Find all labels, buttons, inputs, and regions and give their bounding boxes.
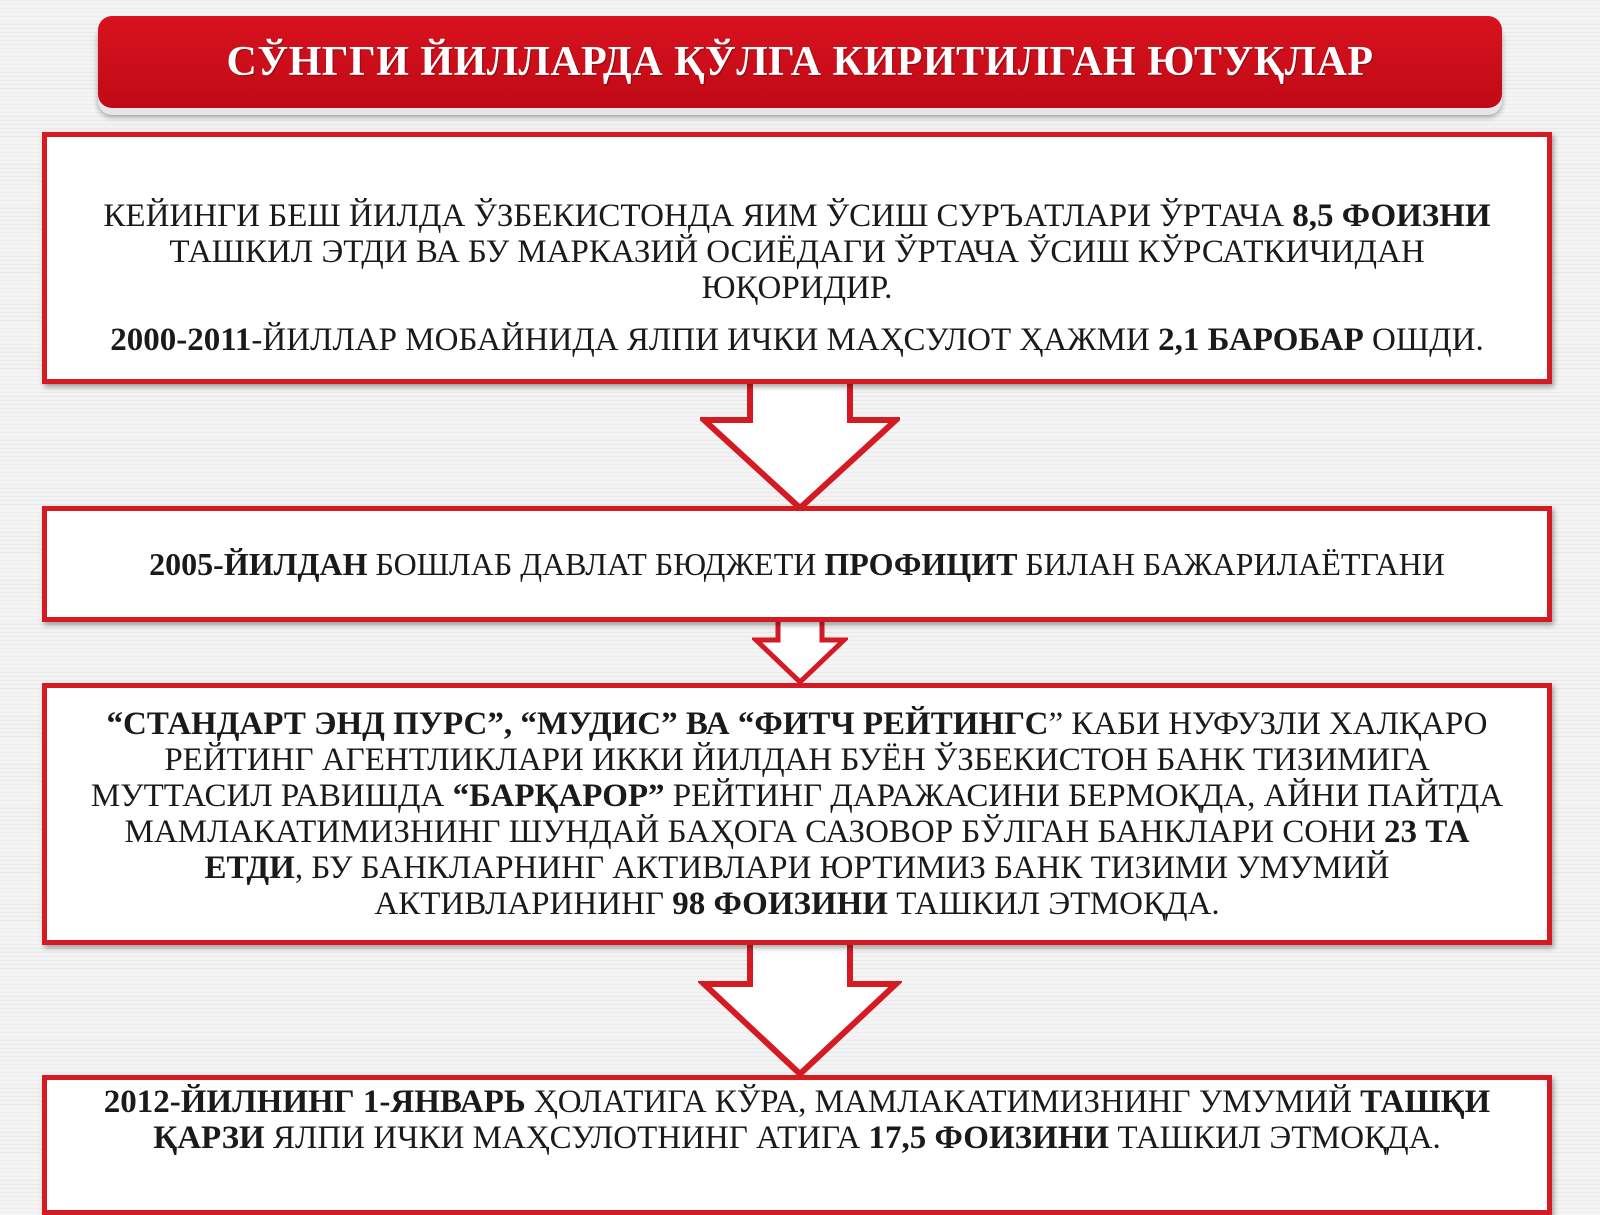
text-segment: РЕЙТИНГ ДАРАЖАСИНИ БЕРМОҚДА, АЙНИ ПАЙТДА МАМЛАКАТИМИЗНИНГ ШУНДАЙ БАҲОГА САЗОВОР БЎЛГАН БАНКЛАРИ СОНИ xyxy=(124,778,1504,850)
highlight-value: 2012-ЙИЛНИНГ 1-ЯНВАРЬ xyxy=(103,1084,526,1120)
gdp-growth-text xyxy=(87,198,1507,306)
highlight-value: 2005-ЙИЛДАН xyxy=(149,546,368,582)
highlight-value: 17,5 ФОИЗИНИ xyxy=(868,1120,1110,1156)
highlight-value: 23 ТА ЕТДИ xyxy=(204,814,1470,886)
text-segment: БИЛАН БАЖАРИЛАЁТГАНИ xyxy=(1017,546,1445,582)
highlight-value: ПРОФИЦИТ xyxy=(824,546,1018,582)
text-segment: ТАШКИЛ ЭТДИ ВА БУ МАРКАЗИЙ ОСИЁДАГИ ЎРТАЧА ЎСИШ КЎРСАТКИЧИДАН ЮҚОРИДИР. xyxy=(169,234,1425,306)
page-title-text: СЎНГГИ ЙИЛЛАРДА ҚЎЛГА КИРИТИЛГАН ЮТУҚЛАР xyxy=(226,39,1374,85)
text-segment: КЕЙИНГИ БЕШ ЙИЛДА ЎЗБЕКИСТОНДА ЯИМ ЎСИШ СУРЪАТЛАРИ ЎРТАЧА xyxy=(103,198,1293,234)
text-segment: БОШЛАБ ДАВЛАТ БЮДЖЕТИ xyxy=(367,546,825,582)
achievement-box-ratings xyxy=(42,683,1552,945)
achievement-box-budget xyxy=(42,506,1552,622)
text-segment: ҲОЛАТИГА КЎРА, МАМЛАКАТИМИЗНИНГ УМУМИЙ xyxy=(525,1084,1361,1120)
text-segment: , БУ БАНКЛАРНИНГ АКТИВЛАРИ ЮРТИМИЗ БАНК ТИЗИМИ УМУМИЙ АКТИВЛАРИНИНГ xyxy=(294,850,1390,922)
bank-ratings-text xyxy=(77,706,1517,922)
achievement-box-debt xyxy=(42,1075,1552,1215)
external-debt-text xyxy=(87,1084,1507,1156)
highlight-value: 2,1 БАРОБАР xyxy=(1158,322,1364,358)
highlight-value: 8,5 ФОИЗНИ xyxy=(1292,198,1491,234)
highlight-value: “СТАНДАРТ ЭНД ПУРС”, “МУДИС” ВА “ФИТЧ РЕЙТИНГС xyxy=(106,706,1049,742)
highlight-value: 2000-2011 xyxy=(110,322,252,358)
text-segment: ЯЛПИ ИЧКИ МАҲСУЛОТНИНГ АТИГА xyxy=(264,1120,869,1156)
text-segment: -ЙИЛЛАР МОБАЙНИДА ЯЛПИ ИЧКИ МАҲСУЛОТ ҲАЖМИ xyxy=(251,322,1159,358)
page-title xyxy=(98,16,1502,108)
arrow-down-2 xyxy=(752,618,848,688)
arrow-down-3 xyxy=(698,940,902,1080)
gdp-volume-text xyxy=(110,322,1484,358)
text-segment: ТАШКИЛ ЭТМОҚДА. xyxy=(1109,1120,1441,1156)
budget-surplus-text xyxy=(149,546,1445,582)
highlight-value: “БАРҚАРОР” xyxy=(452,778,665,814)
text-segment: ОШДИ. xyxy=(1363,322,1484,358)
text-segment: ” КАБИ НУФУЗЛИ ХАЛҚАРО РЕЙТИНГ АГЕНТЛИКЛАРИ ИККИ ЙИЛДАН БУЁН ЎЗБЕКИСТОН БАНК ТИЗИМИГА МУТТАСИЛ РАВИШДА xyxy=(90,706,1488,814)
highlight-value: 98 ФОИЗИНИ xyxy=(672,886,888,922)
text-segment: ТАШКИЛ ЭТМОҚДА. xyxy=(887,886,1220,922)
highlight-value: ТАШҚИ ҚАРЗИ xyxy=(153,1084,1491,1156)
arrow-down-1 xyxy=(700,380,900,515)
achievement-box-gdp xyxy=(42,132,1552,384)
